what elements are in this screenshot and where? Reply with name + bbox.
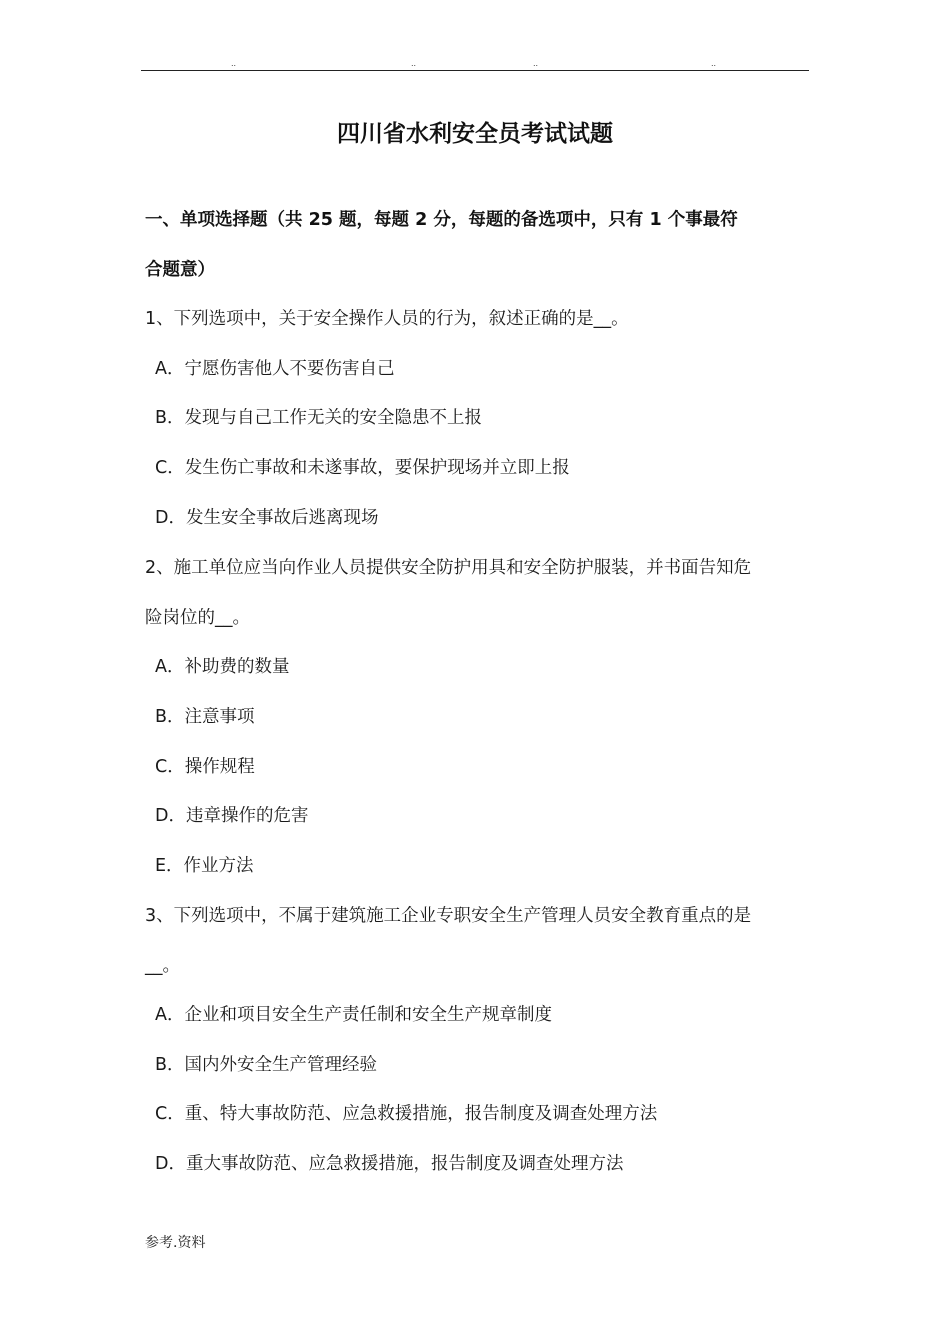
question-3-option-b: B．国内外安全生产管理经验 [155,1055,378,1075]
header-rule [141,70,809,71]
header-dot: .. [231,59,237,68]
page-title: 四川省水利安全员考试试题 [337,121,613,147]
section-heading-line-2: 合题意） [145,260,215,280]
question-3-option-a: A．企业和项目安全生产责任制和安全生产规章制度 [155,1005,552,1025]
question-3-option-d: D．重大事故防范、应急救援措施，报告制度及调查处理方法 [155,1154,624,1174]
question-2-stem-line-1: 2、施工单位应当向作业人员提供安全防护用具和安全防护服装，并书面告知危 [145,558,752,578]
question-3-stem-line-2: __。 [145,956,180,976]
question-2-stem-line-2: 险岗位的__。 [145,608,250,628]
question-2-option-c: C．操作规程 [155,757,255,777]
question-1-option-a: A．宁愿伤害他人不要伤害自己 [155,359,395,379]
question-2-option-e: E．作业方法 [155,856,254,876]
section-heading-line-1: 一、单项选择题（共 25 题，每题 2 分，每题的备选项中，只有 1 个事最符 [145,210,738,230]
question-2-option-b: B．注意事项 [155,707,255,727]
header-dot: .. [711,59,717,68]
question-2-option-a: A．补助费的数量 [155,657,290,677]
header-dot: .. [411,59,417,68]
question-1-option-b: B．发现与自己工作无关的安全隐患不上报 [155,408,483,428]
header-dot: .. [533,59,539,68]
header-dots [0,58,950,70]
footer-note: 参考.资料 [145,1235,206,1251]
question-2-option-d: D．违章操作的危害 [155,806,309,826]
question-1-option-d: D．发生安全事故后逃离现场 [155,508,379,528]
question-3-option-c: C．重、特大事故防范、应急救援措施，报告制度及调查处理方法 [155,1104,658,1124]
question-3-stem-line-1: 3、下列选项中，不属于建筑施工企业专职安全生产管理人员安全教育重点的是 [145,906,752,926]
question-1-option-c: C．发生伤亡事故和未遂事故，要保护现场并立即上报 [155,458,570,478]
question-1-stem: 1、下列选项中，关于安全操作人员的行为，叙述正确的是__。 [145,309,629,329]
